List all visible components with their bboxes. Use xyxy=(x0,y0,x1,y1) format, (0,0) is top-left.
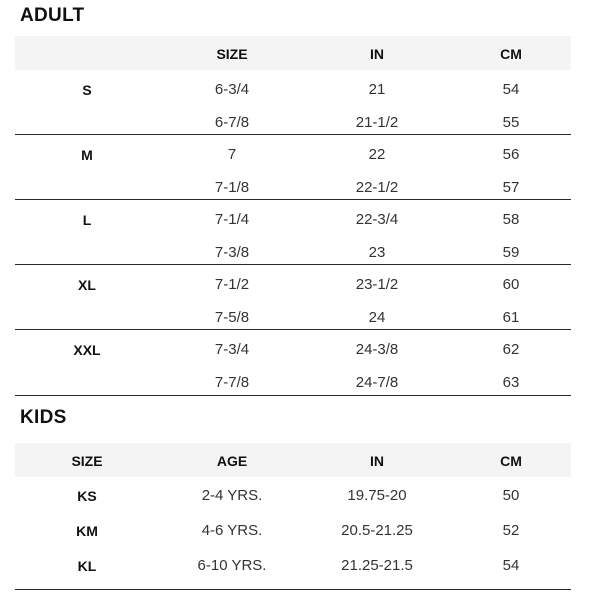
kids-cell: 6-10 YRS. xyxy=(197,557,267,574)
adult-row-divider xyxy=(15,134,571,135)
adult-cell: 24 xyxy=(368,309,386,326)
adult-cell: 7-7/8 xyxy=(214,374,250,391)
adult-cell: 22-3/4 xyxy=(355,211,399,228)
adult-cell: 7-5/8 xyxy=(214,309,250,326)
kids-cell: 20.5-21.25 xyxy=(341,522,413,539)
kids-table-header xyxy=(15,443,571,477)
adult-cell: 21-1/2 xyxy=(355,114,399,131)
kids-cell: 2-4 YRS. xyxy=(201,487,263,504)
kids-header-in: IN xyxy=(370,453,384,469)
kids-size-label: KM xyxy=(76,523,98,539)
adult-size-label: XL xyxy=(78,277,96,293)
adult-cell: 7-3/8 xyxy=(214,244,250,261)
adult-cell: 58 xyxy=(502,211,520,228)
adult-header-in: IN xyxy=(370,46,384,62)
adult-size-label: M xyxy=(81,147,93,163)
kids-section-title: KIDS xyxy=(20,407,67,428)
adult-row-divider xyxy=(15,264,571,265)
adult-cell: 24-3/8 xyxy=(355,341,399,358)
adult-cell: 22-1/2 xyxy=(355,179,399,196)
kids-size-label: KS xyxy=(77,488,97,504)
adult-cell: 55 xyxy=(502,114,520,131)
kids-bottom-divider xyxy=(15,589,571,590)
kids-cell: 52 xyxy=(502,522,520,539)
adult-cell: 63 xyxy=(502,374,520,391)
adult-cell: 54 xyxy=(502,81,520,98)
adult-cell: 7-1/4 xyxy=(214,211,250,228)
adult-header-size: SIZE xyxy=(216,46,248,62)
kids-size-label: KL xyxy=(77,558,97,574)
kids-header-age: AGE xyxy=(216,453,248,469)
adult-cell: 7-1/2 xyxy=(214,276,250,293)
kids-cell: 19.75-20 xyxy=(347,487,407,504)
adult-cell: 22 xyxy=(368,146,386,163)
adult-section-title: ADULT xyxy=(20,5,85,26)
kids-cell: 4-6 YRS. xyxy=(201,522,263,539)
adult-cell: 60 xyxy=(502,276,520,293)
kids-cell: 21.25-21.5 xyxy=(341,557,413,574)
adult-cell: 7 xyxy=(227,146,237,163)
adult-header-cm: CM xyxy=(500,46,522,62)
adult-cell: 21 xyxy=(368,81,386,98)
adult-cell: 6-3/4 xyxy=(214,81,250,98)
kids-header-size: SIZE xyxy=(71,453,103,469)
adult-size-label: L xyxy=(82,212,92,228)
adult-cell: 57 xyxy=(502,179,520,196)
adult-cell: 7-1/8 xyxy=(214,179,250,196)
kids-cell: 50 xyxy=(502,487,520,504)
kids-cell: 54 xyxy=(502,557,520,574)
adult-size-label: S xyxy=(82,82,92,98)
kids-header-cm: CM xyxy=(500,453,522,469)
adult-cell: 23-1/2 xyxy=(355,276,399,293)
adult-cell: 6-7/8 xyxy=(214,114,250,131)
adult-cell: 61 xyxy=(502,309,520,326)
adult-size-label: XXL xyxy=(73,342,101,358)
adult-row-divider xyxy=(15,395,571,396)
adult-row-divider xyxy=(15,199,571,200)
adult-cell: 59 xyxy=(502,244,520,261)
adult-cell: 62 xyxy=(502,341,520,358)
adult-cell: 56 xyxy=(502,146,520,163)
adult-table-header xyxy=(15,36,571,70)
adult-cell: 7-3/4 xyxy=(214,341,250,358)
adult-cell: 24-7/8 xyxy=(355,374,399,391)
adult-cell: 23 xyxy=(368,244,386,261)
adult-row-divider xyxy=(15,329,571,330)
